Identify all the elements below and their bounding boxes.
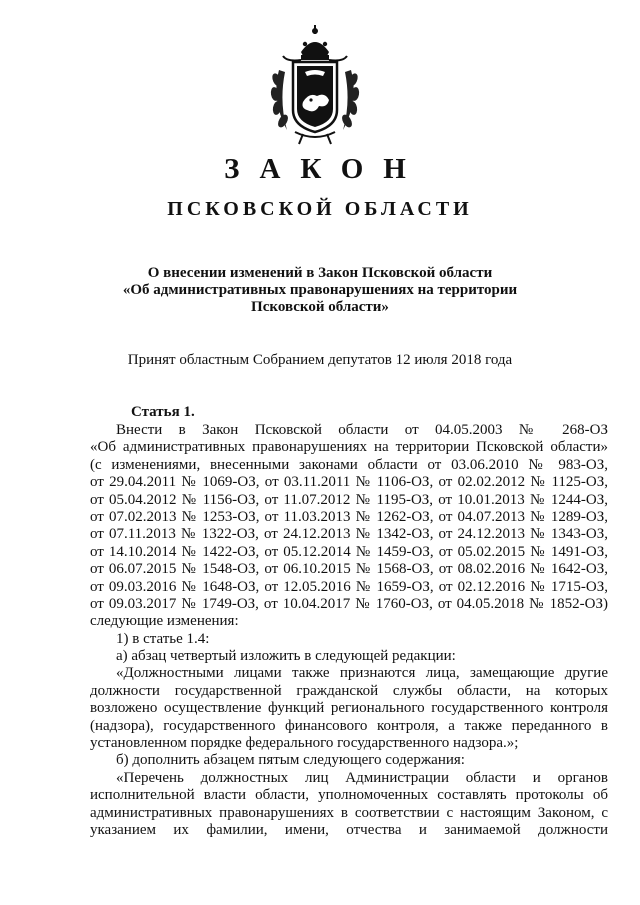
paragraph-line: должности государственной гражданской службы области, на которых	[90, 682, 608, 699]
paragraph-line: «Об административных правонарушениях на территории Псковской области»	[90, 439, 608, 456]
paragraph-line: от 07.11.2013 № 1322-ОЗ, от 24.12.2013 № 1342-ОЗ, от 24.12.2013 № 1343-ОЗ,	[90, 526, 608, 543]
article-body	[90, 422, 608, 839]
paragraph-line: следующие изменения:	[90, 613, 239, 630]
paragraph-line: «Перечень должностных лиц Администрации области и органов	[116, 769, 608, 786]
paragraph-line: от 07.02.2013 № 1253-ОЗ, от 11.03.2013 № 1262-ОЗ, от 04.07.2013 № 1289-ОЗ,	[90, 508, 608, 525]
paragraph-line: от 06.07.2015 № 1548-ОЗ, от 06.10.2015 № 1568-ОЗ, от 08.02.2016 № 1642-ОЗ,	[90, 561, 608, 578]
paragraph-line: от 09.03.2017 № 1749-ОЗ, от 10.04.2017 № 1760-ОЗ, от 04.05.2018 № 1852-ОЗ)	[90, 595, 608, 612]
law-region-title: ПСКОВСКОЙ ОБЛАСТИ	[167, 198, 473, 220]
paragraph-line: от 29.04.2011 № 1069-ОЗ, от 03.11.2011 № 1106-ОЗ, от 02.02.2012 № 1125-ОЗ,	[90, 474, 608, 491]
paragraph-line: указанием их фамилии, имени, отчества и занимаемой должности	[90, 821, 608, 838]
paragraph-line: Внести в Закон Псковской области от 04.05.2003 № 268-ОЗ	[116, 422, 608, 438]
paragraph-line: от 09.03.2016 № 1648-ОЗ, от 12.05.2016 № 1659-ОЗ, от 02.12.2016 № 1715-ОЗ,	[90, 578, 608, 595]
paragraph-line: исполнительной власти области, уполномоченных составлять протоколы об	[90, 787, 608, 804]
paragraph-line: б) дополнить абзацем пятым следующего содержания:	[116, 752, 465, 769]
heading-line: О внесении изменений в Закон Псковской области	[147, 265, 493, 281]
paragraph-line: установленном порядке федерального государственного надзора.»;	[90, 735, 519, 752]
paragraph-line: а) абзац четвертый изложить в следующей редакции:	[116, 648, 456, 665]
paragraph-line: 1) в статье 1.4:	[116, 630, 210, 647]
adoption-note: Принят областным Собранием депутатов 12 июля 2018 года	[127, 352, 513, 368]
article-title: Статья 1.	[131, 404, 195, 420]
paragraph-line: от 05.04.2012 № 1156-ОЗ, от 11.07.2012 № 1195-ОЗ, от 10.01.2013 № 1244-ОЗ,	[90, 491, 608, 508]
paragraph-line: «Должностными лицами также признаются лица, замещающие другие	[116, 665, 608, 682]
paragraph-line: административных правонарушениях в соответствии с настоящим Законом, с	[90, 804, 608, 821]
law-title: ЗАКОН	[224, 153, 426, 185]
law-heading	[120, 265, 520, 316]
paragraph-line: (с изменениями, внесенными законами области от 03.06.2010 № 983-ОЗ,	[90, 456, 608, 473]
paragraph-line: от 14.10.2014 № 1422-ОЗ, от 05.12.2014 № 1459-ОЗ, от 05.02.2015 № 1491-ОЗ,	[90, 543, 608, 560]
heading-line: «Об административных правонарушениях на территории	[122, 282, 518, 298]
coat-of-arms-emblem	[265, 22, 365, 147]
paragraph-line: (надзора), государственного финансового контроля, а также переданного в	[90, 717, 608, 734]
paragraph-line: возложено осуществление функций регионального государственного контроля	[90, 700, 608, 717]
heading-line: Псковской области»	[251, 299, 389, 315]
